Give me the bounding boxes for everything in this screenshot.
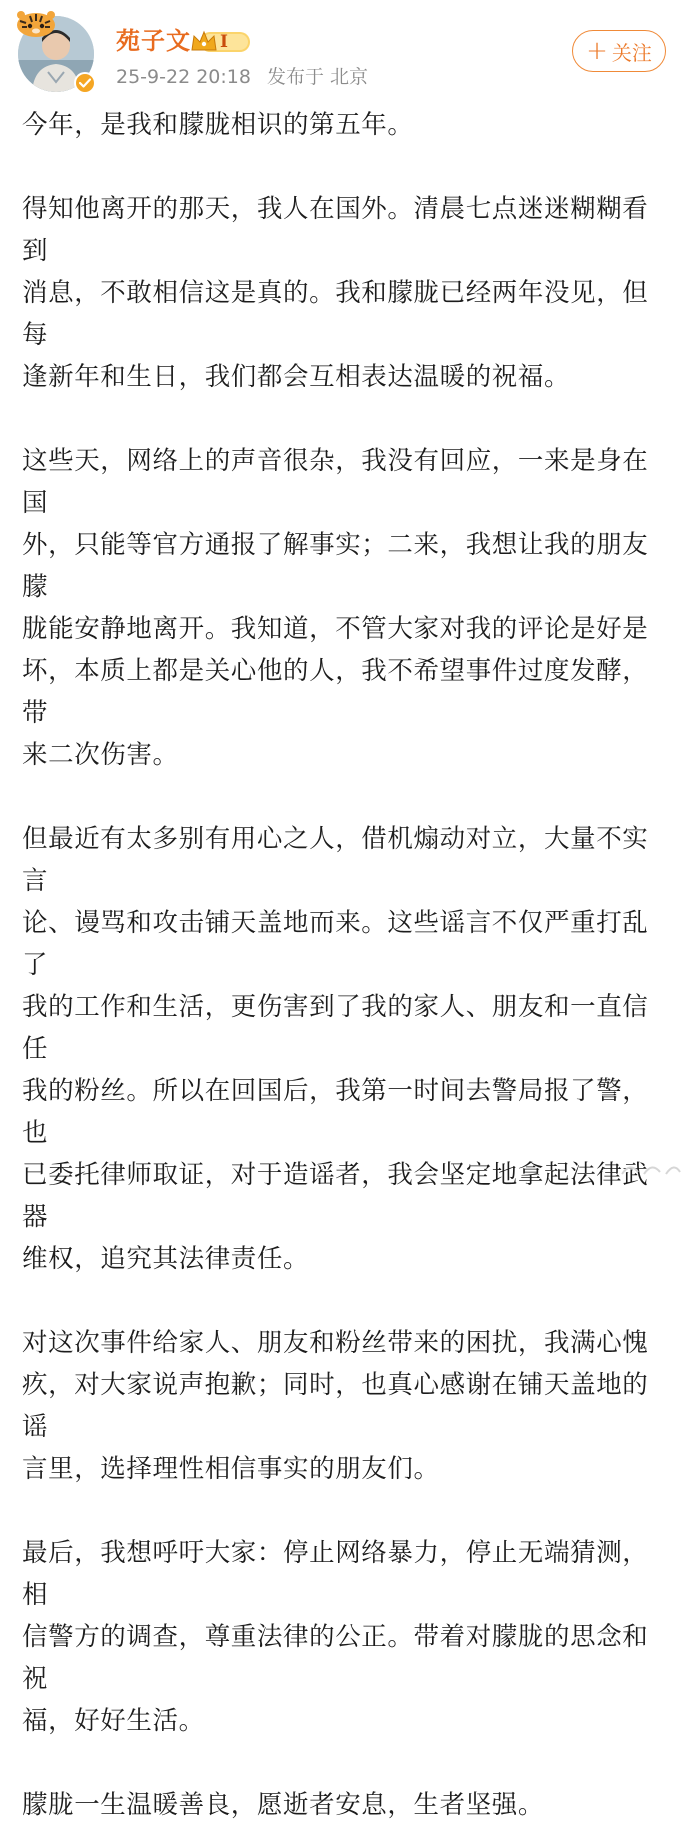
watermark-logo [618, 1160, 682, 1180]
paragraph [22, 818, 672, 1280]
paragraph-line: 论、谩骂和攻击铺天盖地而来。这些谣言不仅严重打乱了 [22, 908, 649, 980]
paragraph-line: 对这次事件给家人、朋友和粉丝带来的困扰，我满心愧 [22, 1328, 649, 1358]
user-name[interactable]: 苑子文 [116, 27, 191, 55]
paragraph-gap [22, 1280, 672, 1322]
paragraph-line: 已委托律师取证，对于造谣者，我会坚定地拿起法律武器 [22, 1160, 649, 1232]
paragraph-line: 维权，追究其法律责任。 [22, 1244, 310, 1274]
paragraph-line: 我的粉丝。所以在回国后，我第一时间去警局报了警，也 [22, 1076, 649, 1148]
paragraph [22, 188, 672, 398]
paragraph-gap [22, 1490, 672, 1532]
paragraph-line: 来二次伤害。 [22, 740, 179, 770]
paragraph-line: 福，好好生活。 [22, 1706, 205, 1736]
paragraph-line: 我的工作和生活，更伤害到了我的家人、朋友和一直信任 [22, 992, 649, 1064]
paragraph-line: 最后，我想呼吁大家：停止网络暴力，停止无端猜测，相 [22, 1538, 649, 1610]
paragraph-gap [22, 146, 672, 188]
follow-label: 关注 [611, 40, 652, 65]
paragraph-line: 疚，对大家说声抱歉；同时，也真心感谢在铺天盖地的谣 [22, 1370, 649, 1442]
avatar-container[interactable] [14, 8, 102, 94]
paragraph-line: 逢新年和生日，我们都会互相表达温暖的祝福。 [22, 362, 571, 392]
paragraph-gap [22, 776, 672, 818]
level-badge[interactable] [190, 28, 252, 56]
tiger-avatar-frame-icon [14, 8, 60, 38]
verified-check-icon [74, 72, 96, 94]
paragraph-line: 但最近有太多别有用心之人，借机煽动对立，大量不实言 [22, 824, 649, 896]
level-number: I [220, 32, 228, 52]
paragraph [22, 104, 672, 146]
paragraph [22, 1322, 672, 1490]
paragraph-line: 这些天，网络上的声音很杂，我没有回应，一来是身在国 [22, 446, 649, 518]
paragraph-line: 言里，选择理性相信事实的朋友们。 [22, 1454, 440, 1484]
paragraph-line: 坏，本质上都是关心他的人，我不希望事件过度发酵，带 [22, 656, 649, 728]
paragraph-line: 消息，不敢相信这是真的。我和朦胧已经两年没见，但每 [22, 278, 649, 350]
post-timestamp: 25-9-22 20:18 [116, 66, 251, 88]
paragraph [22, 440, 672, 776]
paragraph-line: 得知他离开的那天，我人在国外。清晨七点迷迷糊糊看到 [22, 194, 649, 266]
post-content [22, 104, 672, 1826]
plus-icon: + [586, 36, 608, 66]
paragraph-line: 胧能安静地离开。我知道，不管大家对我的评论是好是 [22, 614, 649, 644]
paragraph-line: 朦胧一生温暖善良，愿逝者安息，生者坚强。 [22, 1790, 545, 1820]
paragraph-line: 信警方的调查，尊重法律的公正。带着对朦胧的思念和祝 [22, 1622, 649, 1694]
paragraph-line: 今年，是我和朦胧相识的第五年。 [22, 110, 414, 140]
paragraph [22, 1784, 672, 1826]
follow-button[interactable] [572, 30, 666, 72]
paragraph-gap [22, 398, 672, 440]
paragraph-gap [22, 1742, 672, 1784]
post-meta [116, 64, 378, 90]
paragraph [22, 1532, 672, 1742]
post-header [0, 0, 690, 100]
post-location: 发布于 北京 [267, 66, 369, 88]
paragraph-line: 外，只能等官方通报了解事实；二来，我想让我的朋友朦 [22, 530, 649, 602]
